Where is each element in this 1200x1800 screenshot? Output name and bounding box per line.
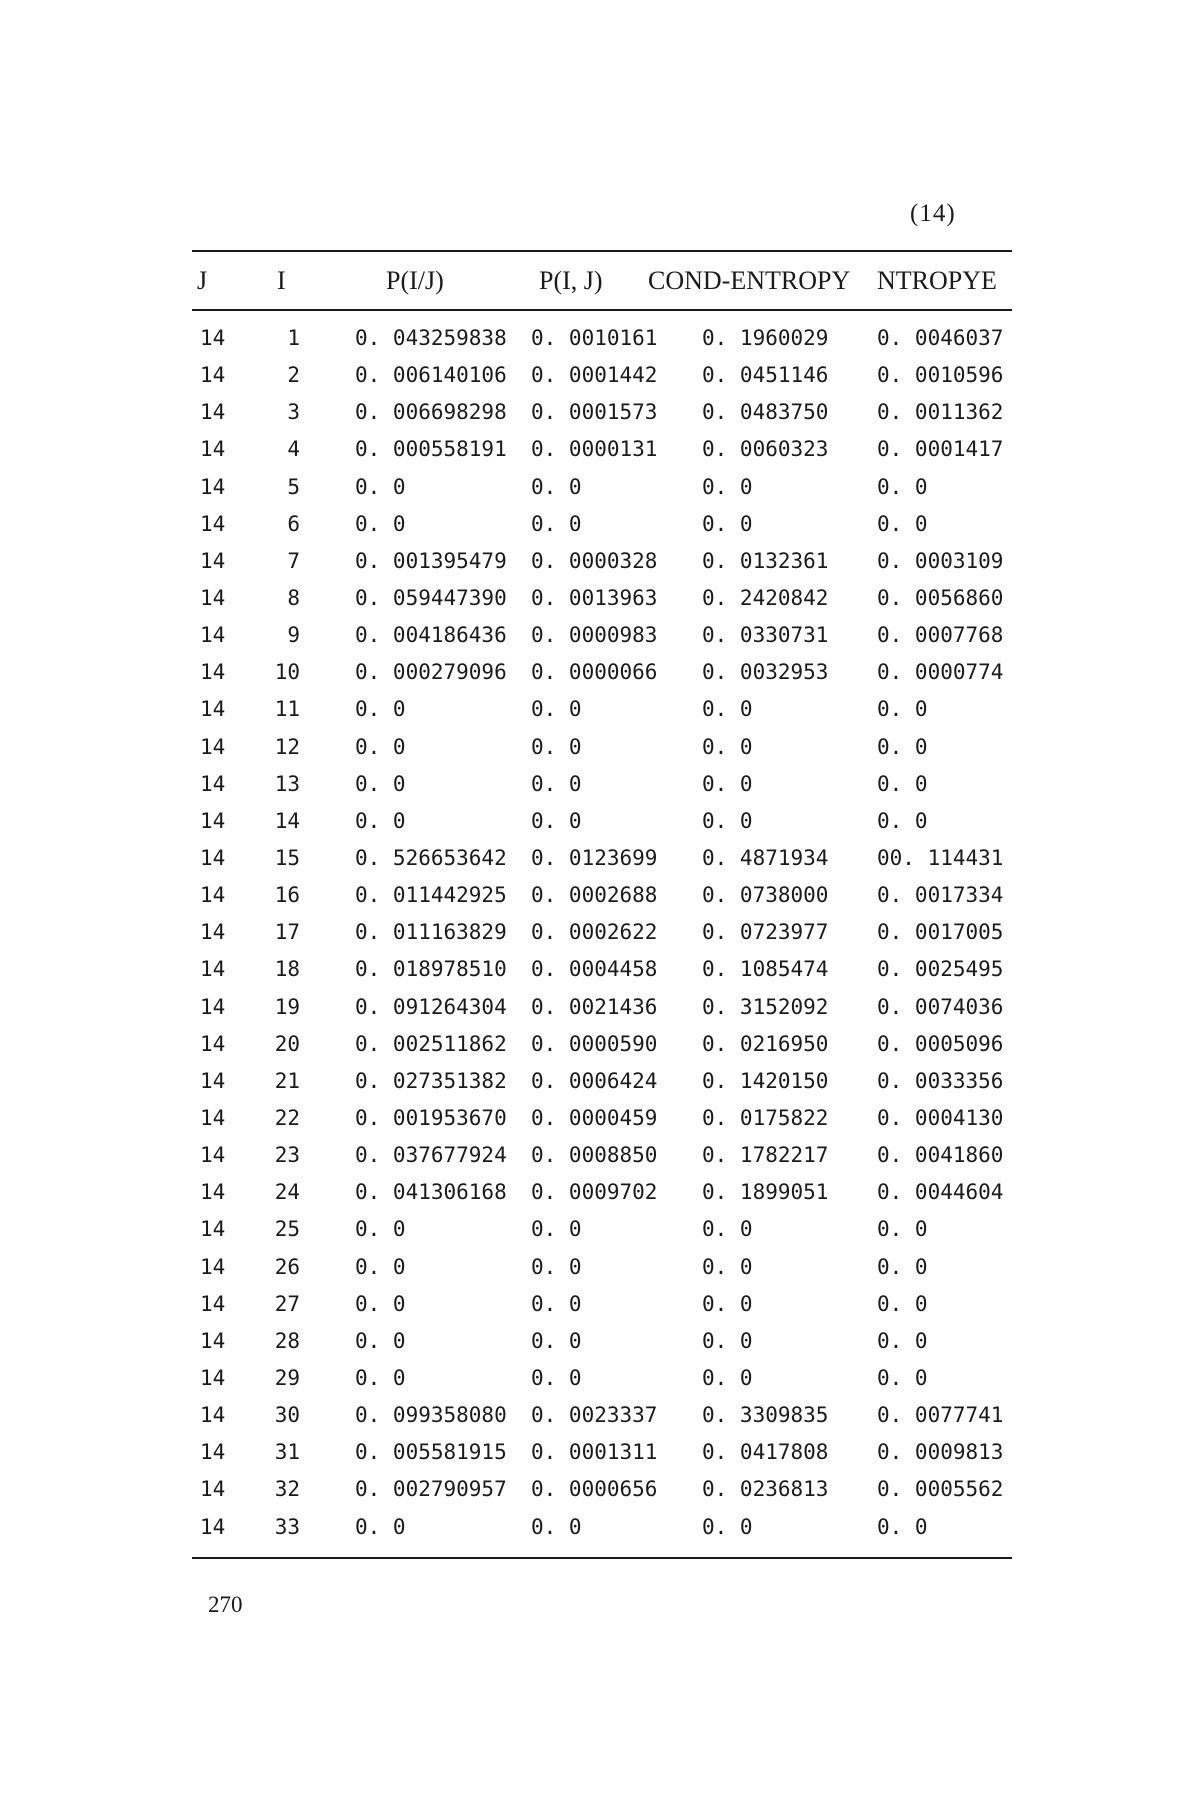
cell-entropy: 0. 0007768 (877, 623, 1004, 648)
table-row (0, 805, 1200, 842)
cell-cond-entropy: 0. 0132361 (702, 548, 829, 573)
table-row (0, 1399, 1200, 1436)
cell-cond-entropy: 0. 0 (702, 511, 753, 536)
cell-i: 31 (274, 1440, 300, 1465)
cell-p-joint: 0. 0001573 (531, 400, 658, 425)
cell-j: 14 (200, 585, 226, 610)
cell-entropy: 0. 0017334 (877, 883, 1004, 908)
cell-j: 14 (200, 1440, 226, 1465)
cell-j: 14 (200, 326, 226, 350)
cell-p-joint: 0. 0008850 (531, 1143, 658, 1168)
cell-j: 14 (200, 1403, 226, 1428)
table-row (0, 768, 1200, 805)
table-bottom-rule (192, 1557, 1012, 1559)
cell-cond-entropy: 0. 1899051 (702, 1180, 829, 1205)
cell-cond-entropy: 0. 0060323 (702, 437, 829, 462)
cell-p-joint: 0. 0 (531, 474, 582, 499)
cell-j: 14 (200, 1031, 226, 1056)
table-row (0, 731, 1200, 768)
cell-j: 14 (200, 920, 226, 945)
cell-p-joint: 0. 0 (531, 1328, 582, 1353)
cell-cond-entropy: 0. 4871934 (702, 845, 829, 870)
cell-i: 12 (274, 734, 300, 759)
cell-j: 14 (200, 1180, 226, 1205)
cell-p-i-given-j: 0. 0 (355, 1291, 406, 1316)
cell-i: 10 (274, 660, 300, 685)
cell-p-i-given-j: 0. 000279096 (355, 660, 507, 685)
cell-entropy: 0. 0033356 (877, 1068, 1004, 1093)
cell-p-i-given-j: 0. 0 (355, 771, 406, 796)
table-row (0, 508, 1200, 545)
cell-p-joint: 0. 0002622 (531, 920, 658, 945)
cell-p-joint: 0. 0023337 (531, 1403, 658, 1428)
cell-p-i-given-j: 0. 018978510 (355, 957, 507, 982)
cell-j: 14 (200, 511, 226, 536)
table-row (0, 879, 1200, 916)
cell-p-i-given-j: 0. 526653642 (355, 845, 507, 870)
cell-p-joint: 0. 0 (531, 1514, 582, 1539)
cell-entropy: 0. 0074036 (877, 994, 1004, 1019)
cell-j: 14 (200, 474, 226, 499)
table-row (0, 619, 1200, 656)
table-row (0, 842, 1200, 879)
table-row (0, 1436, 1200, 1473)
cell-cond-entropy: 0. 0 (702, 697, 753, 722)
cell-i: 18 (274, 957, 300, 982)
cell-i: 5 (287, 474, 300, 499)
cell-cond-entropy: 0. 3152092 (702, 994, 829, 1019)
cell-j: 14 (200, 1514, 226, 1539)
cell-j: 14 (200, 957, 226, 982)
cell-entropy: 0. 0044604 (877, 1180, 1004, 1205)
table-row (0, 396, 1200, 433)
cell-cond-entropy: 0. 0451146 (702, 363, 829, 388)
cell-j: 14 (200, 1365, 226, 1390)
table-row (0, 1028, 1200, 1065)
cell-i: 2 (287, 363, 300, 388)
cell-cond-entropy: 0. 0236813 (702, 1477, 829, 1502)
cell-p-joint: 0. 0 (531, 1217, 582, 1242)
cell-j: 14 (200, 660, 226, 685)
cell-j: 14 (200, 734, 226, 759)
table-row (0, 1213, 1200, 1250)
cell-cond-entropy: 0. 0216950 (702, 1031, 829, 1056)
cell-p-i-given-j: 0. 011163829 (355, 920, 507, 945)
cell-p-i-given-j: 0. 004186436 (355, 623, 507, 648)
cell-p-i-given-j: 0. 0 (355, 697, 406, 722)
cell-p-joint: 0. 0 (531, 511, 582, 536)
cell-p-i-given-j: 0. 027351382 (355, 1068, 507, 1093)
cell-p-joint: 0. 0 (531, 1291, 582, 1316)
table-row (0, 693, 1200, 730)
table-header-rule (192, 309, 1012, 311)
cell-cond-entropy: 0. 1960029 (702, 326, 829, 350)
cell-i: 21 (274, 1068, 300, 1093)
table-row (0, 433, 1200, 470)
cell-j: 14 (200, 623, 226, 648)
cell-p-i-given-j: 0. 0 (355, 1217, 406, 1242)
cell-p-joint: 0. 0 (531, 697, 582, 722)
cell-entropy: 0. 0 (877, 511, 928, 536)
table-row (0, 1325, 1200, 1362)
cell-i: 14 (274, 808, 300, 833)
cell-j: 14 (200, 363, 226, 388)
cell-cond-entropy: 0. 0 (702, 1291, 753, 1316)
cell-i: 32 (274, 1477, 300, 1502)
cell-entropy: 0. 0 (877, 1291, 928, 1316)
table-row (0, 916, 1200, 953)
cell-p-joint: 0. 0000590 (531, 1031, 658, 1056)
cell-cond-entropy: 0. 0 (702, 1328, 753, 1353)
cell-j: 14 (200, 808, 226, 833)
cell-p-joint: 0. 0013963 (531, 585, 658, 610)
cell-cond-entropy: 0. 0175822 (702, 1105, 829, 1130)
column-header-p-joint: P(I, J) (539, 266, 603, 295)
cell-p-i-given-j: 0. 091264304 (355, 994, 507, 1019)
cell-i: 27 (274, 1291, 300, 1316)
cell-j: 14 (200, 883, 226, 908)
cell-cond-entropy: 0. 0 (702, 1254, 753, 1279)
cell-j: 14 (200, 771, 226, 796)
cell-cond-entropy: 0. 3309835 (702, 1403, 829, 1428)
cell-p-joint: 0. 0 (531, 771, 582, 796)
table-row (0, 1473, 1200, 1510)
cell-p-joint: 0. 0 (531, 734, 582, 759)
cell-p-joint: 0. 0 (531, 1254, 582, 1279)
cell-j: 14 (200, 1291, 226, 1316)
cell-i: 33 (274, 1514, 300, 1539)
cell-cond-entropy: 0. 1420150 (702, 1068, 829, 1093)
cell-cond-entropy: 0. 0723977 (702, 920, 829, 945)
cell-entropy: 0. 0056860 (877, 585, 1004, 610)
cell-cond-entropy: 0. 0417808 (702, 1440, 829, 1465)
cell-cond-entropy: 0. 0 (702, 808, 753, 833)
cell-p-i-given-j: 0. 005581915 (355, 1440, 507, 1465)
cell-j: 14 (200, 1254, 226, 1279)
page-number: 270 (208, 1592, 243, 1617)
cell-entropy: 0. 0009813 (877, 1440, 1004, 1465)
cell-i: 17 (274, 920, 300, 945)
cell-p-i-given-j: 0. 0 (355, 1254, 406, 1279)
cell-p-joint: 0. 0000983 (531, 623, 658, 648)
cell-cond-entropy: 0. 0483750 (702, 400, 829, 425)
cell-entropy: 0. 0010596 (877, 363, 1004, 388)
cell-entropy: 0. 0017005 (877, 920, 1004, 945)
table-row (0, 471, 1200, 508)
cell-p-joint: 0. 0001442 (531, 363, 658, 388)
column-header-p-i-given-j: P(I/J) (386, 266, 444, 295)
cell-p-joint: 0. 0000656 (531, 1477, 658, 1502)
cell-i: 16 (274, 883, 300, 908)
column-header-entropy: NTROPYE (877, 266, 997, 295)
cell-cond-entropy: 0. 1782217 (702, 1143, 829, 1168)
cell-i: 25 (274, 1217, 300, 1242)
table-row (0, 1102, 1200, 1139)
cell-p-i-given-j: 0. 006140106 (355, 363, 507, 388)
table-row (0, 1511, 1200, 1548)
cell-p-i-given-j: 0. 0 (355, 511, 406, 536)
cell-entropy: 0. 0 (877, 734, 928, 759)
cell-entropy: 0. 0 (877, 474, 928, 499)
table-row (0, 953, 1200, 990)
cell-i: 7 (287, 548, 300, 573)
cell-p-i-given-j: 0. 006698298 (355, 400, 507, 425)
cell-p-i-given-j: 0. 041306168 (355, 1180, 507, 1205)
cell-j: 14 (200, 437, 226, 462)
cell-p-joint: 0. 0000328 (531, 548, 658, 573)
cell-p-joint: 0. 0009702 (531, 1180, 658, 1205)
cell-j: 14 (200, 1328, 226, 1353)
cell-entropy: 0. 0 (877, 771, 928, 796)
table-row (0, 656, 1200, 693)
table-row (0, 359, 1200, 396)
cell-cond-entropy: 0. 0 (702, 771, 753, 796)
column-header-cond-entropy: COND-ENTROPY (648, 266, 851, 295)
cell-entropy: 0. 0 (877, 1328, 928, 1353)
cell-cond-entropy: 0. 0 (702, 1365, 753, 1390)
cell-i: 6 (287, 511, 300, 536)
cell-cond-entropy: 0. 0 (702, 474, 753, 499)
cell-entropy: 0. 0000774 (877, 660, 1004, 685)
cell-p-joint: 0. 0002688 (531, 883, 658, 908)
cell-p-joint: 0. 0001311 (531, 1440, 658, 1465)
cell-i: 20 (274, 1031, 300, 1056)
cell-entropy: 0. 0001417 (877, 437, 1004, 462)
cell-i: 23 (274, 1143, 300, 1168)
cell-p-joint: 0. 0000066 (531, 660, 658, 685)
cell-entropy: 0. 0077741 (877, 1403, 1004, 1428)
cell-p-i-given-j: 0. 037677924 (355, 1143, 507, 1168)
cell-j: 14 (200, 1477, 226, 1502)
cell-j: 14 (200, 1068, 226, 1093)
cell-entropy: 0. 0041860 (877, 1143, 1004, 1168)
cell-j: 14 (200, 994, 226, 1019)
table-row (0, 1176, 1200, 1213)
cell-j: 14 (200, 400, 226, 425)
cell-j: 14 (200, 697, 226, 722)
cell-entropy: 0. 0 (877, 1365, 928, 1390)
cell-i: 1 (287, 326, 300, 350)
cell-entropy: 0. 0 (877, 1217, 928, 1242)
cell-p-joint: 0. 0021436 (531, 994, 658, 1019)
column-header-j: J (197, 266, 208, 295)
cell-j: 14 (200, 1105, 226, 1130)
cell-cond-entropy: 0. 2420842 (702, 585, 829, 610)
cell-p-i-given-j: 0. 099358080 (355, 1403, 507, 1428)
cell-i: 15 (274, 845, 300, 870)
cell-i: 19 (274, 994, 300, 1019)
cell-p-i-given-j: 0. 001953670 (355, 1105, 507, 1130)
table-row (0, 545, 1200, 582)
table-header (0, 262, 1200, 302)
cell-j: 14 (200, 548, 226, 573)
cell-entropy: 0. 0005096 (877, 1031, 1004, 1056)
cell-p-joint: 0. 0 (531, 808, 582, 833)
table-row (0, 991, 1200, 1028)
cell-i: 8 (287, 585, 300, 610)
cell-entropy: 0. 0004130 (877, 1105, 1004, 1130)
cell-p-joint: 0. 0000459 (531, 1105, 658, 1130)
cell-i: 30 (274, 1403, 300, 1428)
cell-cond-entropy: 0. 0330731 (702, 623, 829, 648)
table-row (0, 322, 1200, 359)
cell-i: 9 (287, 623, 300, 648)
cell-entropy: 0. 0 (877, 1514, 928, 1539)
cell-p-i-given-j: 0. 001395479 (355, 548, 507, 573)
cell-p-i-given-j: 0. 0 (355, 1328, 406, 1353)
cell-i: 3 (287, 400, 300, 425)
cell-p-i-given-j: 0. 000558191 (355, 437, 507, 462)
cell-entropy: 0. 0 (877, 1254, 928, 1279)
cell-entropy: 0. 0025495 (877, 957, 1004, 982)
cell-p-i-given-j: 0. 0 (355, 1365, 406, 1390)
table-row (0, 582, 1200, 619)
cell-p-i-given-j: 0. 0 (355, 734, 406, 759)
cell-i: 29 (274, 1365, 300, 1390)
cell-cond-entropy: 0. 0 (702, 1514, 753, 1539)
cell-entropy: 0. 0005562 (877, 1477, 1004, 1502)
cell-cond-entropy: 0. 1085474 (702, 957, 829, 982)
cell-p-joint: 0. 0 (531, 1365, 582, 1390)
cell-p-i-given-j: 0. 0 (355, 808, 406, 833)
cell-p-i-given-j: 0. 059447390 (355, 585, 507, 610)
cell-i: 22 (274, 1105, 300, 1130)
cell-entropy: 00. 114431 (877, 845, 1004, 870)
cell-j: 14 (200, 1217, 226, 1242)
table-row (0, 1139, 1200, 1176)
cell-i: 28 (274, 1328, 300, 1353)
cell-p-joint: 0. 0010161 (531, 326, 658, 350)
cell-j: 14 (200, 845, 226, 870)
cell-i: 26 (274, 1254, 300, 1279)
cell-i: 24 (274, 1180, 300, 1205)
cell-p-i-given-j: 0. 011442925 (355, 883, 507, 908)
cell-i: 11 (274, 697, 300, 722)
cell-i: 4 (287, 437, 300, 462)
table-row (0, 1362, 1200, 1399)
cell-cond-entropy: 0. 0032953 (702, 660, 829, 685)
cell-i: 13 (274, 771, 300, 796)
cell-entropy: 0. 0 (877, 808, 928, 833)
page-label: (14) (910, 200, 956, 227)
cell-p-i-given-j: 0. 043259838 (355, 326, 507, 350)
cell-entropy: 0. 0046037 (877, 326, 1004, 350)
cell-j: 14 (200, 1143, 226, 1168)
cell-cond-entropy: 0. 0 (702, 734, 753, 759)
cell-p-joint: 0. 0006424 (531, 1068, 658, 1093)
table-body (0, 322, 1200, 1548)
cell-p-joint: 0. 0123699 (531, 845, 658, 870)
table-row (0, 1288, 1200, 1325)
cell-entropy: 0. 0003109 (877, 548, 1004, 573)
table-row (0, 1065, 1200, 1102)
cell-p-i-given-j: 0. 0 (355, 1514, 406, 1539)
cell-p-joint: 0. 0000131 (531, 437, 658, 462)
table-row (0, 1251, 1200, 1288)
cell-p-i-given-j: 0. 0 (355, 474, 406, 499)
cell-p-i-given-j: 0. 002511862 (355, 1031, 507, 1056)
cell-cond-entropy: 0. 0738000 (702, 883, 829, 908)
cell-entropy: 0. 0011362 (877, 400, 1004, 425)
cell-p-joint: 0. 0004458 (531, 957, 658, 982)
cell-entropy: 0. 0 (877, 697, 928, 722)
table-top-rule (192, 250, 1012, 252)
cell-p-i-given-j: 0. 002790957 (355, 1477, 507, 1502)
column-header-i: I (277, 266, 286, 295)
cell-cond-entropy: 0. 0 (702, 1217, 753, 1242)
